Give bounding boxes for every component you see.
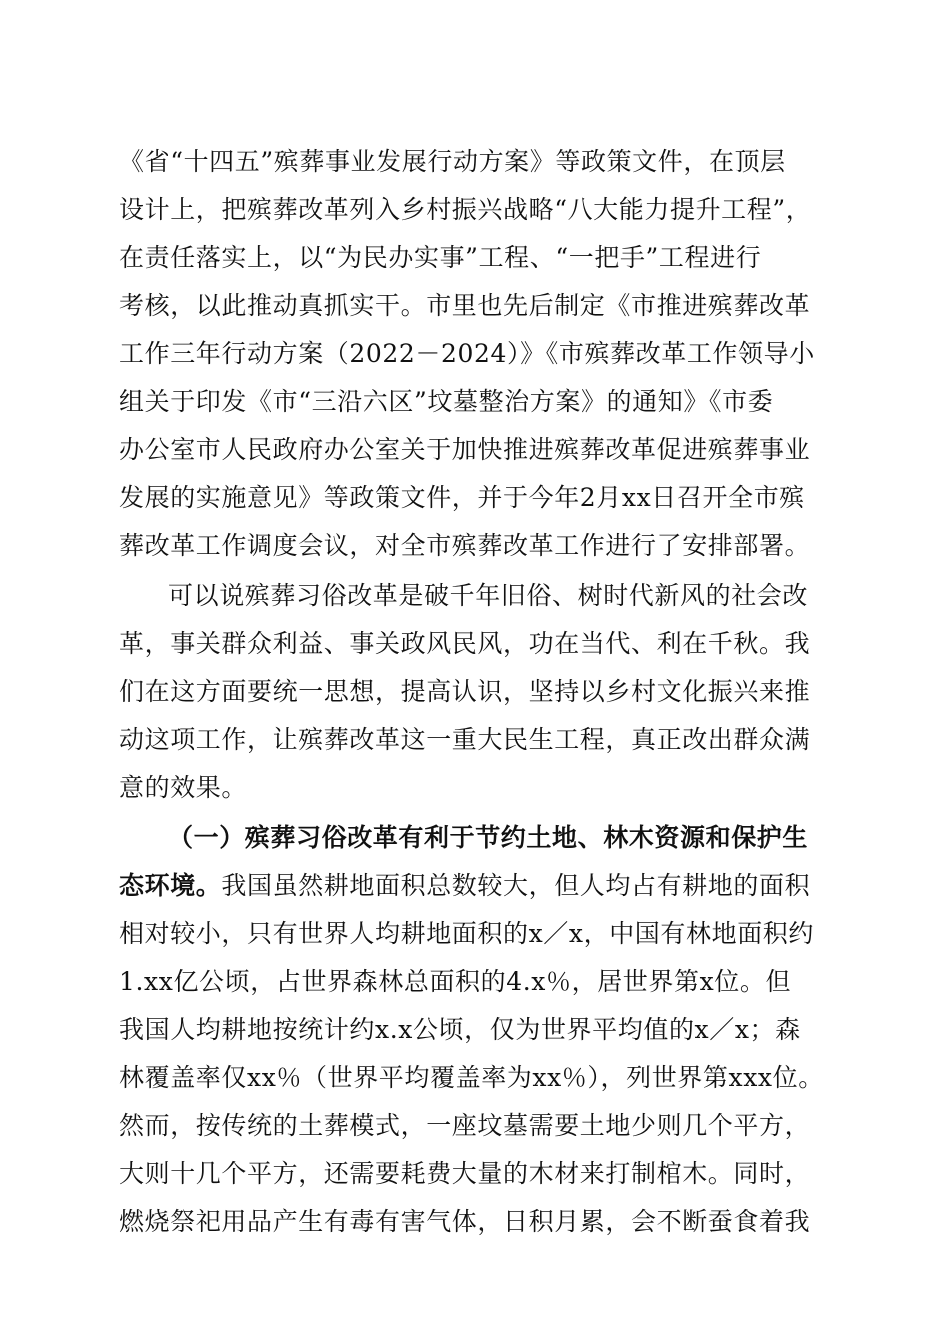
text-line: 们在这方面要统一思想，提高认识，坚持以乡村文化振兴来推 <box>119 677 811 706</box>
section-heading-end: 态环境。 <box>119 871 222 900</box>
text-line: 考核，以此推动真抓实干。市里也先后制定《市推进殡葬改革 <box>119 291 811 320</box>
text-line: 燃烧祭祀用品产生有毒有害气体，日积月累，会不断蚕食着我 <box>119 1207 811 1236</box>
text-line: 组关于印发《市“三沿六区”坟墓整治方案》的通知》《市委 <box>119 387 774 416</box>
text-line: 革，事关群众利益、事关政风民风，功在当代、利在千秋。我 <box>119 629 811 658</box>
text-line: 意的效果。 <box>119 773 248 802</box>
heading-continuation-line <box>119 862 859 910</box>
text-line: 发展的实施意见》等政策文件，并于今年2月xx日召开全市殡 <box>119 483 805 512</box>
text-line: 葬改革工作调度会议，对全市殡葬改革工作进行了安排部署。 <box>119 531 811 560</box>
text-line: 我国人均耕地按统计约x.x公顷，仅为世界平均值的x／x；森 <box>119 1015 801 1044</box>
text-line: 林覆盖率仅xx％（世界平均覆盖率为xx％），列世界第xxx位。 <box>119 1063 824 1092</box>
text-line: 大则十几个平方，还需要耗费大量的木材来打制棺木。同时， <box>119 1159 811 1188</box>
text-line: 办公室市人民政府办公室关于加快推进殡葬改革促进殡葬事业 <box>119 435 811 464</box>
text-line: 然而，按传统的土葬模式，一座坟墓需要土地少则几个平方， <box>119 1111 811 1140</box>
section-heading: （一）殡葬习俗改革有利于节约土地、林木资源和保护生 <box>168 823 809 852</box>
text-line: 《省“十四五”殡葬事业发展行动方案》等政策文件，在顶层 <box>119 147 786 176</box>
text-line: 1.xx亿公顷，占世界森林总面积的4.x％，居世界第x位。但 <box>119 967 792 996</box>
text-line: 设计上，把殡葬改革列入乡村振兴战略“八大能力提升工程”， <box>119 195 812 224</box>
paragraph-first-line: 可以说殡葬习俗改革是破千年旧俗、树时代新风的社会改 <box>168 581 809 610</box>
section-text-start: 我国虽然耕地面积总数较大，但人均占有耕地的面积 <box>221 871 811 900</box>
text-line: 相对较小，只有世界人均耕地面积的x／x，中国有林地面积约 <box>119 919 815 948</box>
text-line: 动这项工作，让殡葬改革这一重大民生工程，真正改出群众满 <box>119 725 811 754</box>
text-line: 工作三年行动方案（2022－2024）》《市殡葬改革工作领导小 <box>119 339 815 368</box>
text-line: 在责任落实上，以“为民办实事”工程、“一把手”工程进行 <box>119 243 762 272</box>
